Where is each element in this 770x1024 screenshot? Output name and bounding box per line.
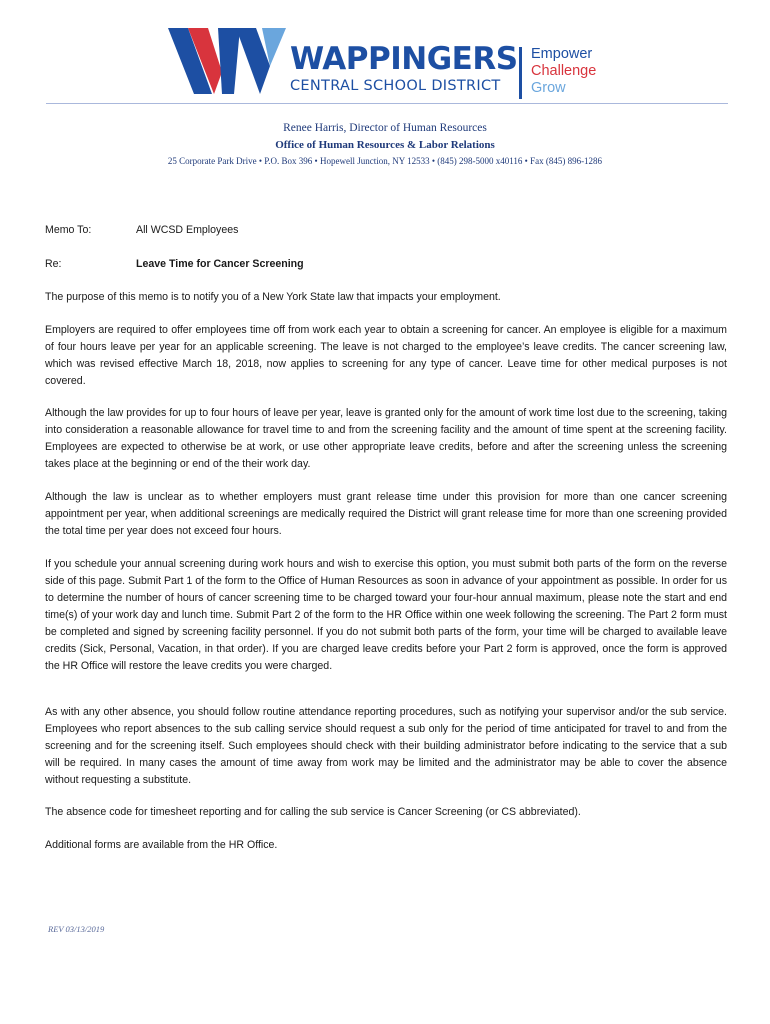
revision-date: REV 03/13/2019: [48, 924, 105, 934]
paragraph-additional-screenings: Although the law is unclear as to whether employers must grant release time under this provision for more than one cancer screening appointment per year, when additional screenings are medically required the District will grant release time for more than one screening provided the total time per year does not exceed four hours.: [45, 491, 727, 537]
tagline-grow: Grow: [531, 80, 566, 96]
director-line: Renee Harris, Director of Human Resources: [283, 122, 487, 134]
district-name: WAPPINGERS: [290, 41, 518, 77]
district-subtitle: CENTRAL SCHOOL DISTRICT: [290, 78, 501, 94]
paragraph-purpose: The purpose of this memo is to notify you of a New York State law that impacts your employment.: [45, 291, 501, 303]
paragraph-leave-granted: Although the law provides for up to four hours of leave per year, leave is granted only for the amount of work time lost due to the screening, taking into consideration a reasonable allowance for travel time to and from the screening facility and the amount of time spent at the screening facility. Employees are expected to otherwise be at work, or use other appropriate leave credits, before and after the screening unless the screening takes place at the beginning or end of the their work day.: [45, 407, 727, 470]
district-logo-icon: [166, 26, 288, 96]
paragraph-additional-forms: Additional forms are available from the HR Office.: [45, 839, 278, 851]
address-line: 25 Corporate Park Drive • P.O. Box 396 • Hopewell Junction, NY 12533 • (845) 298-5000 x40116 • Fax (845) 896-1286: [167, 156, 603, 166]
paragraph-form-submission: If you schedule your annual screening during work hours and wish to exercise this option, you must submit both parts of the form on the reverse side of this page. Submit Part 1 of the form to the Office of Human Resources as soon in advance of your appointment as possible. In order for us to determine the number of hours of cancer screening time to be charged toward your four-hour annual maximum, please note the start and end time(s) of your work day and lunch time. Submit Part 2 of the form to the HR Office within one week following the screening. The Part 2 form must be completed and signed by screening facility personnel. If you do not submit both parts of the form, your time will be charged to available leave credits (Sick, Personal, Vacation, in that order). If you are charged leave credits before your Part 2 form is approved, once the form is approved the HR Office will restore the leave credits you were charged.: [45, 558, 727, 672]
brand-divider: [519, 47, 522, 99]
tagline-challenge: Challenge: [531, 63, 597, 79]
memo-to-label: Memo To:: [45, 224, 92, 236]
paragraph-absence-code: The absence code for timesheet reporting and for calling the sub service is Cancer Screening (or CS abbreviated).: [45, 806, 581, 818]
memo-subject: Leave Time for Cancer Screening: [136, 258, 304, 270]
memo-re-label: Re:: [45, 258, 62, 270]
memo-to-value: All WCSD Employees: [136, 224, 239, 236]
district-wordmark: [290, 42, 518, 95]
tagline-empower: Empower: [531, 46, 593, 62]
district-tagline: [531, 46, 596, 97]
letterhead-rule: [46, 103, 728, 104]
office-line: Office of Human Resources & Labor Relations: [275, 139, 495, 151]
paragraph-attendance-reporting: As with any other absence, you should follow routine attendance reporting procedures, such as notifying your supervisor and/or the sub service. Employees who report absences to the sub calling service should request a sub only for the period of time anticipated for travel to and from the screening and for the screening itself. Such employees should check with their building administrator before indicating to the service that a sub will be required. In many cases the amount of time away from work may be limited and the administrator may be able to cover the absence without requesting a substitute.: [45, 706, 727, 786]
paragraph-eligibility: Employers are required to offer employees time off from work each year to obtain a screening for cancer. An employee is eligible for a maximum of four hours leave per year for an applicable screening. The leave is not charged to the employee’s leave credits. The cancer screening law, which was revised effective March 18, 2018, now applies to screening for any type of cancer. Leave time for other medical purposes is not covered.: [45, 324, 727, 387]
